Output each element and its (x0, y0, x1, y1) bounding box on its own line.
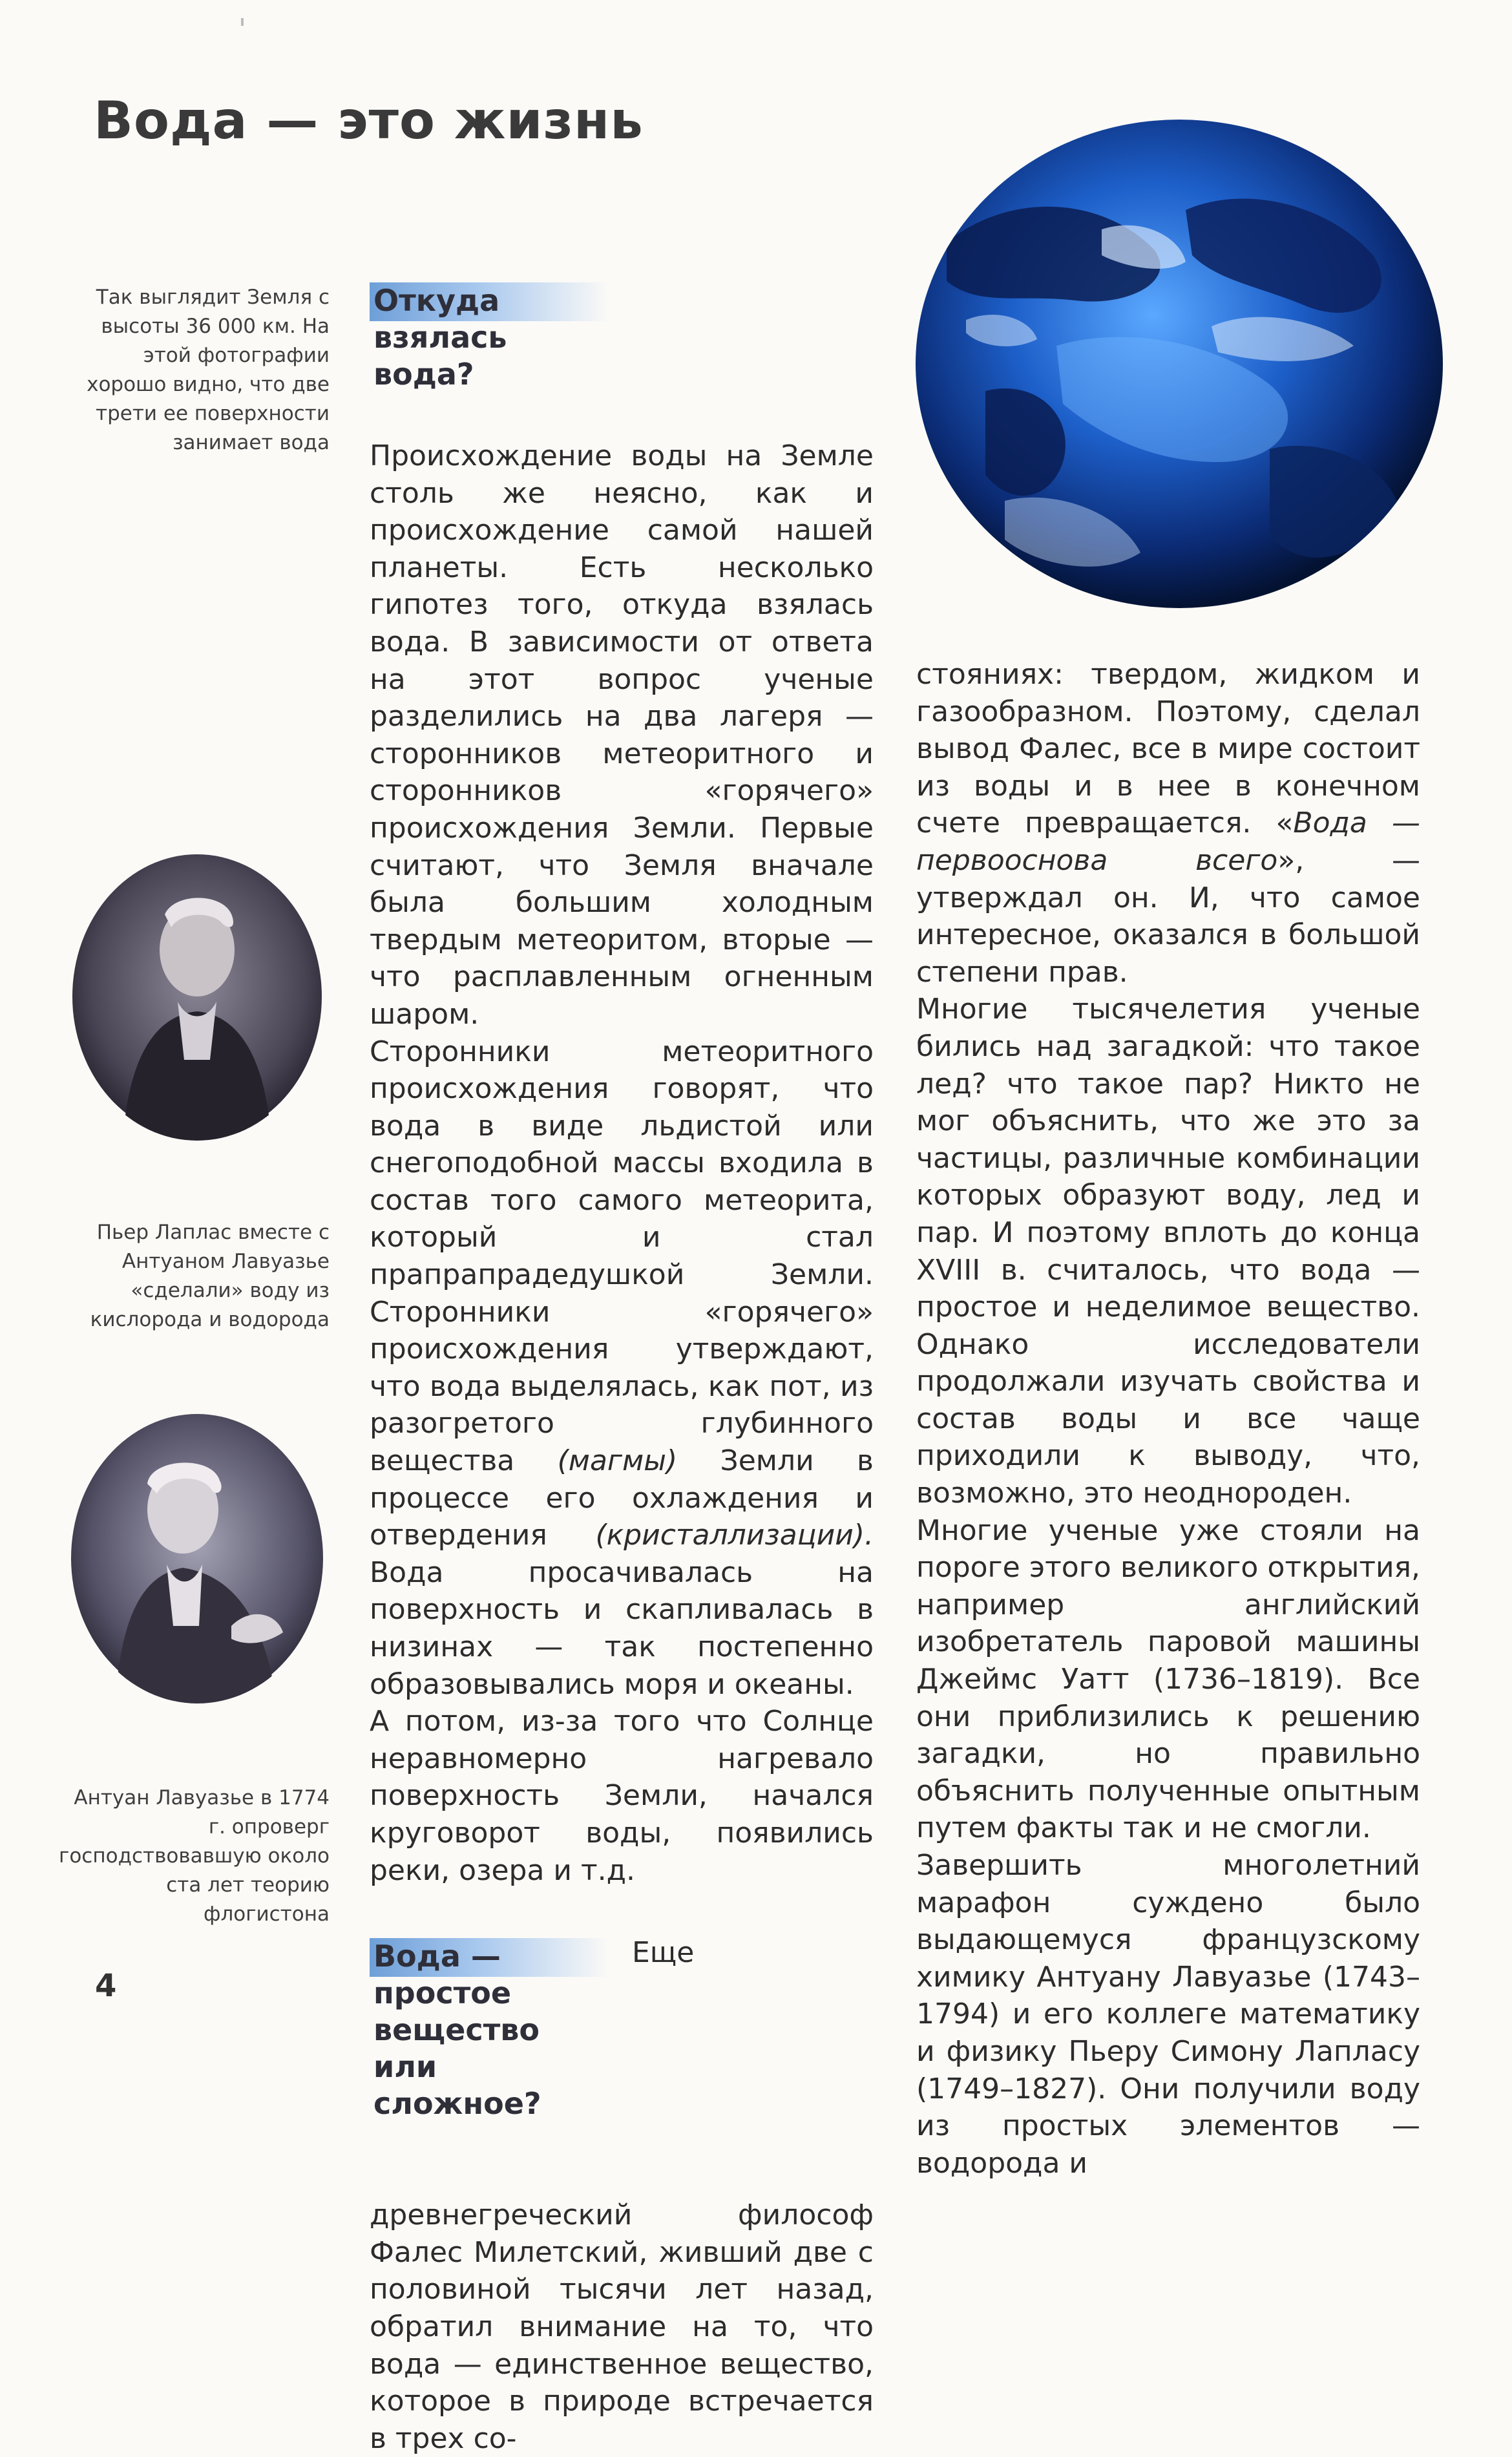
heading-line: сложное? (373, 2086, 541, 2122)
text-column-left (370, 282, 874, 2457)
heading-line: вещество (373, 2012, 540, 2048)
paragraph (370, 1033, 874, 1703)
paragraph-text: Сторонники метеоритного происхождения говорят, что вода в виде льдистой или снегоподобной массы входила в состав того самого метеорита, который и стал прапрапрадедушкой Земли. Сторонники «горячего» происхождения утверждают, что вода выделялась, как пот, из разогретого глубинного вещества (370, 1035, 874, 1478)
paragraph: Еще древнегреческий философ Фалес Милетский, живший две с половиной тысячи лет назад, обратил внимание на то, что вода — единственное вещество, которое в природе встречается в трех со- (370, 1936, 874, 2455)
term-crystallization: (кристаллизации). (595, 1519, 874, 1552)
section-heading-simple (370, 1938, 609, 2197)
heading-line: взялась (373, 320, 507, 355)
heading-line: Откуда (373, 283, 500, 318)
term-magma: (магмы) (557, 1444, 678, 1478)
paragraph-text: Земли в процессе его охлаждения и отвердения (370, 1444, 874, 1552)
paragraph: Многие ученые уже стояли на пороге этого великого открытия, например английский изобретатель паровой машины Джеймс Уатт (1736–1819). Все они приблизились к решению загадки, но правильно объяснить полученные опытным путем факты так и не смогли. (916, 1513, 1420, 1845)
paragraph-text: Вода просачивалась на поверхность и скапливалась в низинах — так постепенно образовывались моря и океаны. (370, 1555, 874, 1701)
text-column-right (916, 656, 1420, 2182)
caption-laplace: Пьер Лаплас вместе с Антуаном Лавуазье «сделали» воду из кислорода и водорода (90, 1221, 330, 1331)
paragraph-text: », — утверждал он. И, что самое интересное, оказался в большой степени прав. (916, 843, 1420, 989)
page-number: 4 (95, 1968, 117, 2004)
paragraph (916, 656, 1420, 991)
heading-line: Вода — (373, 1939, 501, 1974)
caption-lavoisier: Антуан Лавуазье в 1774 г. опроверг господствовавшую около ста лет теорию флогистона (59, 1786, 330, 1926)
quote-thales: Вода — первооснова всего (916, 807, 1420, 877)
heading-line: простое (373, 1976, 512, 2011)
earth-photo (908, 113, 1451, 614)
paragraph: Происхождение воды на Земле столь же неясно, как и происхождение самой нашей планеты. Есть несколько гипотез того, откуда взялась вода. В зависимости от ответа на этот вопрос ученые разделились на два лагеря — сторонников метеоритного и сторонников «горячего» происхождения Земли. Первые считают, что Земля вначале была большим холодным твердым метеоритом, вторые — что расплавленным огненным шаром. (370, 439, 874, 1031)
caption-earth: Так выглядит Земля с высоты 36 000 км. На этой фотографии хорошо видно, что две трети ее поверхности занимает вода (87, 286, 330, 454)
heading-line: вода? (373, 357, 474, 392)
paragraph: Многие тысячелетия ученые бились над загадкой: что такое лед? что такое пар? Никто не мог объяснить, что же это за частицы, различные комбинации которых образуют воду, лед и пар. И поэтому вплоть до конца XVIII в. считалось, что вода — простое и неделимое вещество. Однако исследователи продолжали изучать свойства и состав воды и все чаще приходили к выводу, что, возможно, это неоднороден. (916, 993, 1420, 1510)
heading-line: или (373, 2049, 437, 2085)
section-heading-origin (370, 282, 609, 438)
portrait-laplace (71, 853, 323, 1141)
print-mark (241, 18, 244, 26)
paragraph: А потом, из-за того что Солнце неравномерно нагревало поверхность Земли, начался круговорот воды, появились реки, озера и т.д. (370, 1705, 874, 1887)
portrait-lavoisier (70, 1413, 325, 1703)
paragraph-text: стояниях: твердом, жидком и газообразном. Поэтому, сделал вывод Фалес, все в мире состоит из воды и в нее в конечном счете превращается. « (916, 658, 1420, 840)
page-title: Вода — это жизнь (94, 90, 644, 151)
paragraph: Завершить многолетний марафон суждено было выдающемуся французскому химику Антуану Лавуазье (1743–1794) и его коллеге математику и физику Пьеру Симону Лапласу (1749–1827). Они получили воду из простых элементов — водорода и (916, 1849, 1420, 2180)
